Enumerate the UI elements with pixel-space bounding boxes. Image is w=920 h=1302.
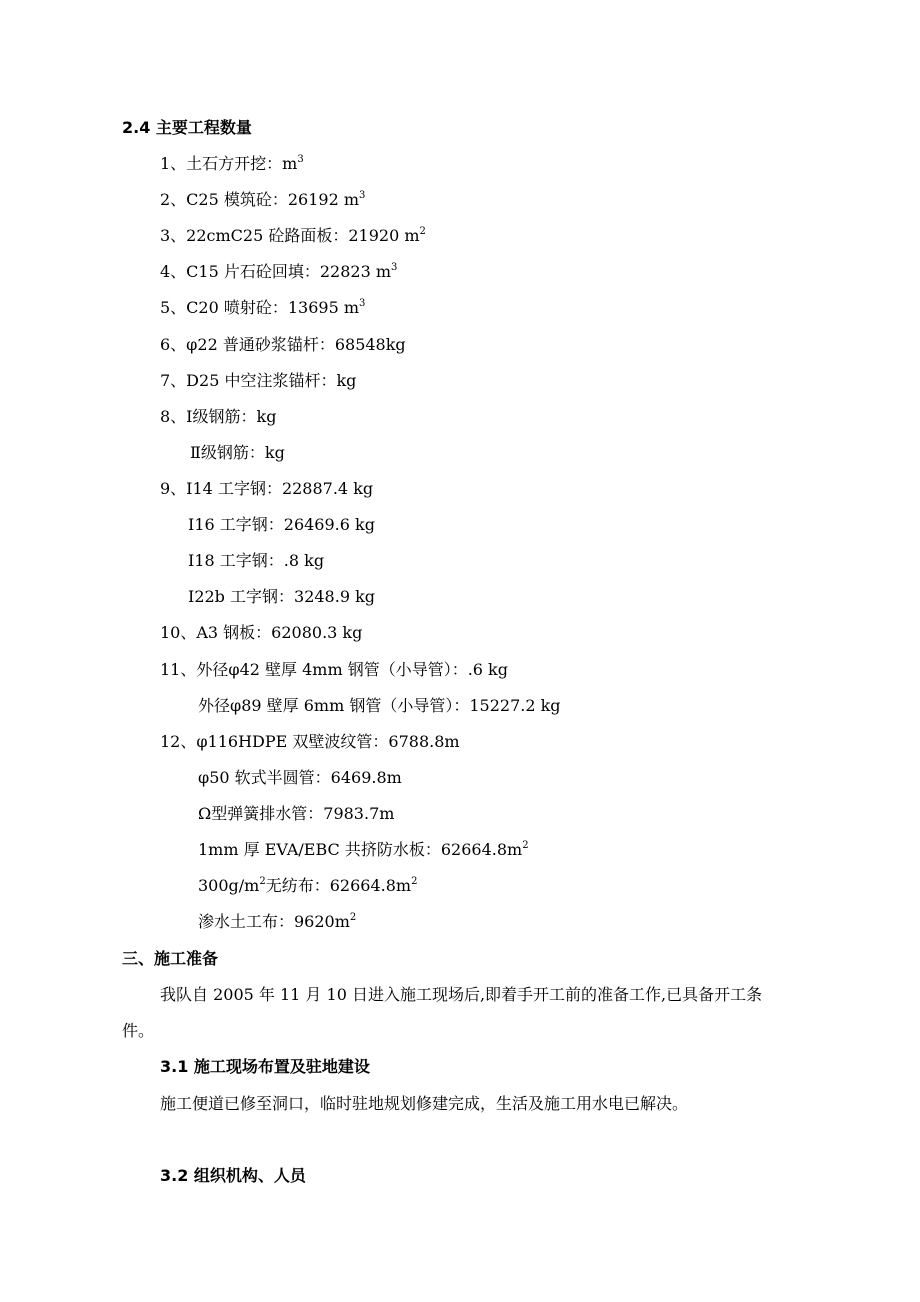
item-superscript: 2 [411,875,418,887]
list-item [160,335,406,355]
list-item [188,587,375,607]
paragraph-line: 件。 [122,1021,155,1040]
item-text: 10、A3 钢板：62080.3 kg [160,623,363,642]
item-text: 9、I14 工字钢：22887.4 kg [160,479,374,498]
list-item [160,298,365,318]
item-text: Ω型弹簧排水管：7983.7m [198,804,395,823]
item-text: I16 工字钢：26469.6 kg [188,515,375,534]
list-item [198,840,529,860]
item-text: 渗水土工布：9620m [198,912,350,931]
item-text: φ50 软式半圆管：6469.8m [198,768,402,787]
item-text: 6、φ22 普通砂浆锚杆：68548kg [160,335,406,354]
item-text: 3、22cmC25 砼路面板：21920 m [160,226,420,245]
list-item [198,876,417,896]
list-item [160,623,362,643]
list-item [160,660,508,680]
list-item [160,479,373,499]
list-item [198,696,561,716]
list-item [160,154,304,174]
item-text: 2、C25 模筑砼：26192 m [160,190,360,209]
item-text: 无纺布：62664.8m [265,876,412,895]
list-item [188,551,324,571]
item-superscript: 2 [522,839,529,851]
list-item [198,912,356,932]
section-2-4-heading: 2.4 主要工程数量 [122,118,252,137]
item-text: I22b 工字钢：3248.9 kg [188,587,376,606]
list-item [160,226,426,246]
list-item [160,407,276,427]
item-superscript: 3 [359,297,366,309]
list-item [198,804,394,824]
list-item [160,262,397,282]
item-text: 12、φ116HDPE 双壁波纹管：6788.8m [160,732,460,751]
item-text: Ⅱ级钢筋：kg [190,443,285,462]
item-superscript: 2 [419,225,426,237]
paragraph-line: 施工便道已修至洞口，临时驻地规划修建完成，生活及施工用水电已解决。 [160,1094,689,1113]
list-item [160,371,356,391]
item-text: I18 工字钢：.8 kg [188,551,325,570]
list-item [198,768,402,788]
item-text: 7、D25 中空注浆锚杆：kg [160,371,357,390]
item-superscript: 2 [349,911,357,923]
item-superscript: 3 [359,189,366,201]
item-superscript: 3 [391,261,398,273]
section-3-1-heading: 3.1 施工现场布置及驻地建设 [160,1057,370,1076]
item-text: 11、外径φ42 壁厚 4mm 钢管（小导管）：.6 kg [160,660,508,679]
item-text: 1mm 厚 EVA/EBC 共挤防水板：62664.8m [198,840,523,859]
section-3-2-heading: 3.2 组织机构、人员 [160,1166,306,1185]
paragraph-line: 我队自 2005 年 11 月 10 日进入施工现场后,即着手开工前的准备工作,已具备开工条 [160,985,763,1004]
item-text-prefix: 300g/m [198,876,260,895]
item-text: 8、Ⅰ级钢筋：kg [160,407,277,426]
item-prefix-superscript: 2 [259,875,266,887]
item-text: 4、C15 片石砼回填：22823 m [160,262,392,281]
section-3-heading: 三、施工准备 [122,949,219,968]
list-item [160,732,460,752]
item-text: 5、C20 喷射砼：13695 m [160,298,360,317]
item-superscript: 3 [297,153,304,165]
list-item [188,515,375,535]
list-item [160,190,365,210]
item-text: 外径φ89 壁厚 6mm 钢管（小导管）：15227.2 kg [198,696,561,715]
item-text: 1、土石方开挖：m [160,154,298,173]
list-item [190,443,285,463]
